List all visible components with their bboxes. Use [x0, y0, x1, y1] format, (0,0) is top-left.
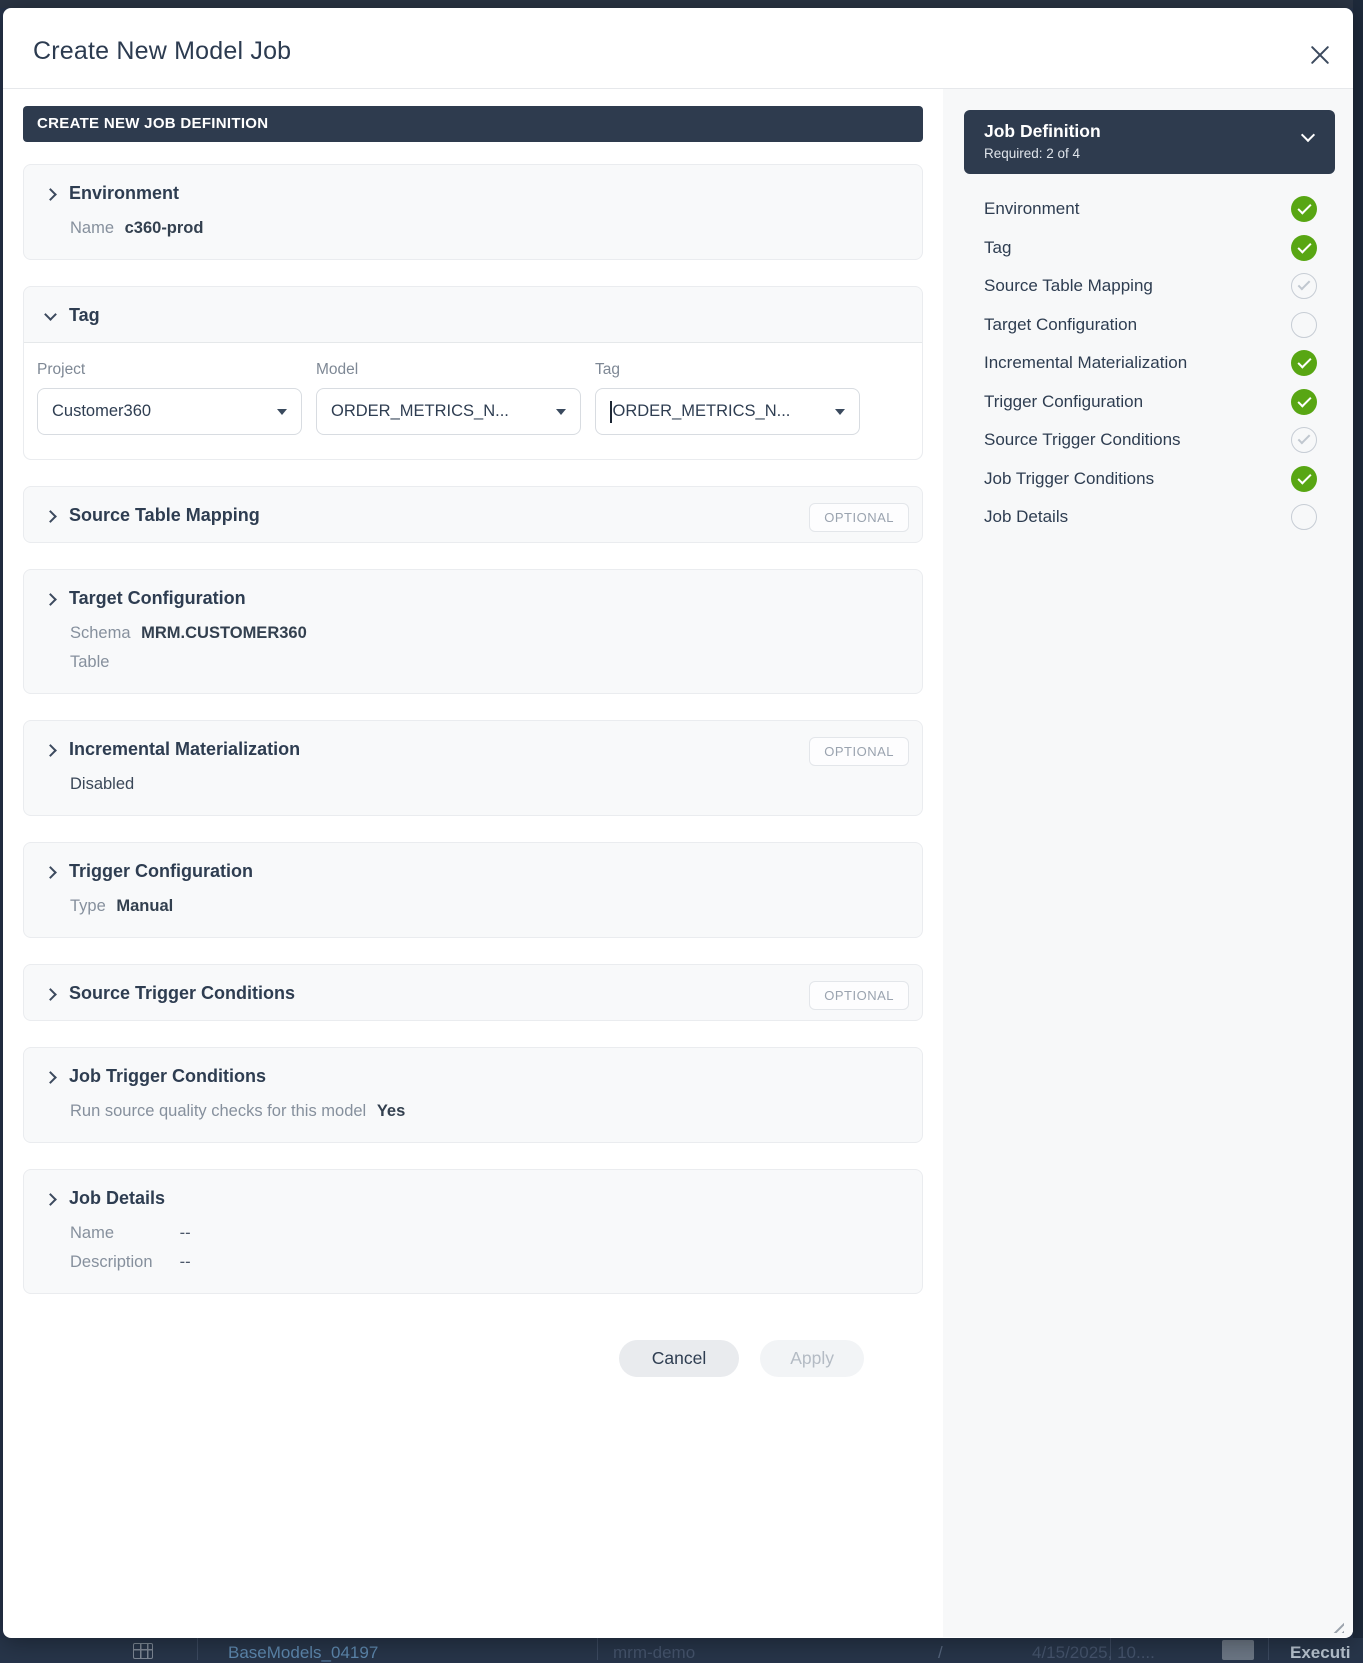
environment-name-row — [70, 214, 902, 243]
checklist-item-job-trigger-conditions[interactable] — [984, 460, 1317, 499]
field-label: Run source quality checks for this model — [70, 1102, 367, 1120]
job-trigger-conditions-header[interactable] — [24, 1048, 922, 1103]
incremental-materialization-section — [23, 720, 923, 816]
chevron-right-icon — [44, 866, 57, 879]
panel-title: Job Definition — [984, 121, 1101, 141]
model-name-link[interactable]: BaseModels_04197 — [228, 1643, 379, 1662]
job-name-row — [70, 1219, 902, 1248]
section-title: Source Table Mapping — [69, 505, 260, 525]
incremental-materialization-header[interactable] — [24, 721, 922, 776]
section-title: Job Details — [69, 1188, 166, 1208]
section-title: Incremental Materialization — [69, 739, 301, 759]
tag-select[interactable] — [595, 388, 860, 435]
checklist-item-trigger-configuration[interactable] — [984, 383, 1317, 422]
field-label: Schema — [70, 624, 131, 642]
model-select-value: ORDER_METRICS_N... — [331, 402, 509, 420]
check-icon — [1291, 427, 1317, 453]
check-icon — [1291, 273, 1317, 299]
chevron-right-icon — [44, 510, 57, 523]
checklist-label: Target Configuration — [984, 314, 1138, 334]
section-title: Trigger Configuration — [69, 861, 253, 881]
scrollbar-thumb[interactable] — [1222, 1640, 1254, 1660]
tag-section-header[interactable] — [24, 287, 922, 343]
checklist-label: Source Trigger Conditions — [984, 430, 1181, 450]
trigger-type-row — [70, 892, 902, 921]
timestamp-cell: 4/15/2025, 10.... — [1032, 1643, 1155, 1662]
chevron-right-icon — [44, 593, 57, 606]
model-label: Model — [316, 361, 359, 378]
section-title: Environment — [69, 183, 180, 203]
create-model-job-dialog — [3, 8, 1353, 1638]
column-divider — [197, 1638, 198, 1660]
job-definition-form — [3, 89, 943, 1637]
checklist-label: Environment — [984, 199, 1080, 219]
dialog-actions — [23, 1340, 923, 1377]
field-label: Table — [70, 653, 110, 671]
field-label: Type — [70, 897, 106, 915]
checklist-label: Job Details — [984, 507, 1069, 527]
materialization-status: Disabled — [70, 775, 135, 793]
background-table-row — [0, 1638, 1363, 1660]
chevron-right-icon — [44, 188, 57, 201]
checklist-item-incremental-materialization[interactable] — [984, 344, 1317, 383]
environment-section-header[interactable] — [24, 165, 922, 220]
cancel-button[interactable]: Cancel — [619, 1340, 739, 1377]
trigger-configuration-section — [23, 842, 923, 938]
schema-row — [70, 619, 902, 648]
chevron-right-icon — [44, 1193, 57, 1206]
field-label: Description — [70, 1253, 153, 1271]
optional-badge: OPTIONAL — [809, 981, 909, 1010]
environment-section — [23, 164, 923, 260]
field-value: c360-prod — [124, 219, 204, 237]
apply-button[interactable]: Apply — [760, 1340, 864, 1377]
field-value: MRM.CUSTOMER360 — [141, 624, 307, 642]
job-definition-banner: CREATE NEW JOB DEFINITION — [23, 106, 923, 142]
section-title: Target Configuration — [69, 588, 246, 608]
source-trigger-conditions-header[interactable] — [24, 965, 922, 1020]
tag-label: Tag — [595, 361, 620, 378]
dialog-header — [3, 8, 1353, 89]
check-icon — [1291, 350, 1317, 376]
dialog-title: Create New Model Job — [33, 37, 292, 65]
section-checklist — [964, 190, 1335, 537]
checklist-label: Trigger Configuration — [984, 391, 1144, 411]
section-title: Source Trigger Conditions — [69, 983, 296, 1003]
checklist-item-source-trigger-conditions[interactable] — [984, 421, 1317, 460]
checklist-label: Job Trigger Conditions — [984, 468, 1155, 488]
project-select-value: Customer360 — [52, 402, 152, 420]
table-icon — [133, 1643, 153, 1659]
checklist-item-source-table-mapping[interactable] — [984, 267, 1317, 306]
caret-down-icon — [556, 409, 566, 415]
project-label: Project — [37, 361, 86, 378]
check-icon — [1291, 466, 1317, 492]
field-value: -- — [179, 1253, 191, 1271]
separator-cell: / — [938, 1643, 943, 1662]
chevron-down-icon — [44, 308, 57, 321]
field-value: -- — [179, 1224, 191, 1242]
check-icon — [1291, 235, 1317, 261]
chevron-right-icon — [44, 1071, 57, 1084]
environment-cell: mrm-demo — [613, 1643, 696, 1662]
target-configuration-header[interactable] — [24, 570, 922, 625]
field-value: Yes — [376, 1102, 406, 1120]
tag-section — [23, 286, 923, 460]
field-label: Name — [70, 219, 115, 237]
job-details-header[interactable] — [24, 1170, 922, 1225]
checklist-label: Source Table Mapping — [984, 276, 1153, 296]
background-page-right — [1353, 0, 1363, 1660]
chevron-right-icon — [44, 988, 57, 1001]
background-page-top — [0, 0, 1363, 8]
circle-icon — [1291, 504, 1317, 530]
source-table-mapping-section — [23, 486, 923, 543]
job-description-row — [70, 1248, 902, 1277]
resize-handle[interactable] — [1331, 1620, 1344, 1633]
job-definition-panel-header[interactable] — [964, 110, 1335, 174]
table-row — [70, 648, 902, 677]
circle-icon — [1291, 312, 1317, 338]
optional-badge: OPTIONAL — [809, 503, 909, 532]
target-configuration-section — [23, 569, 923, 694]
caret-down-icon — [277, 409, 287, 415]
text-cursor — [610, 401, 612, 423]
execution-button[interactable]: Executi — [1290, 1643, 1351, 1662]
checklist-label: Tag — [984, 237, 1012, 257]
checklist-item-environment[interactable] — [984, 190, 1317, 229]
project-select[interactable] — [37, 388, 302, 435]
field-label: Name — [70, 1224, 115, 1242]
column-divider — [597, 1638, 598, 1660]
checklist-item-tag[interactable] — [984, 229, 1317, 268]
trigger-configuration-header[interactable] — [24, 843, 922, 898]
column-divider — [1268, 1638, 1269, 1660]
field-value: Manual — [116, 897, 174, 915]
source-table-mapping-header[interactable] — [24, 487, 922, 542]
tag-select-value: ORDER_METRICS_N... — [612, 402, 791, 420]
job-details-section — [23, 1169, 923, 1294]
model-select[interactable] — [316, 388, 581, 435]
chevron-right-icon — [44, 744, 57, 757]
checklist-item-target-configuration[interactable] — [984, 306, 1317, 345]
checklist-item-job-details[interactable] — [984, 498, 1317, 537]
close-icon[interactable] — [1307, 42, 1333, 68]
source-trigger-conditions-section — [23, 964, 923, 1021]
optional-badge: OPTIONAL — [809, 737, 909, 766]
progress-sidebar — [943, 89, 1353, 1637]
section-title: Tag — [69, 305, 100, 325]
checklist-label: Incremental Materialization — [984, 353, 1188, 373]
job-trigger-conditions-section — [23, 1047, 923, 1143]
check-icon — [1291, 196, 1317, 222]
section-title: Job Trigger Conditions — [69, 1066, 266, 1086]
caret-down-icon — [835, 409, 845, 415]
quality-checks-row — [70, 1097, 902, 1126]
required-count: Required: 2 of 4 — [984, 146, 1081, 161]
check-icon — [1291, 389, 1317, 415]
